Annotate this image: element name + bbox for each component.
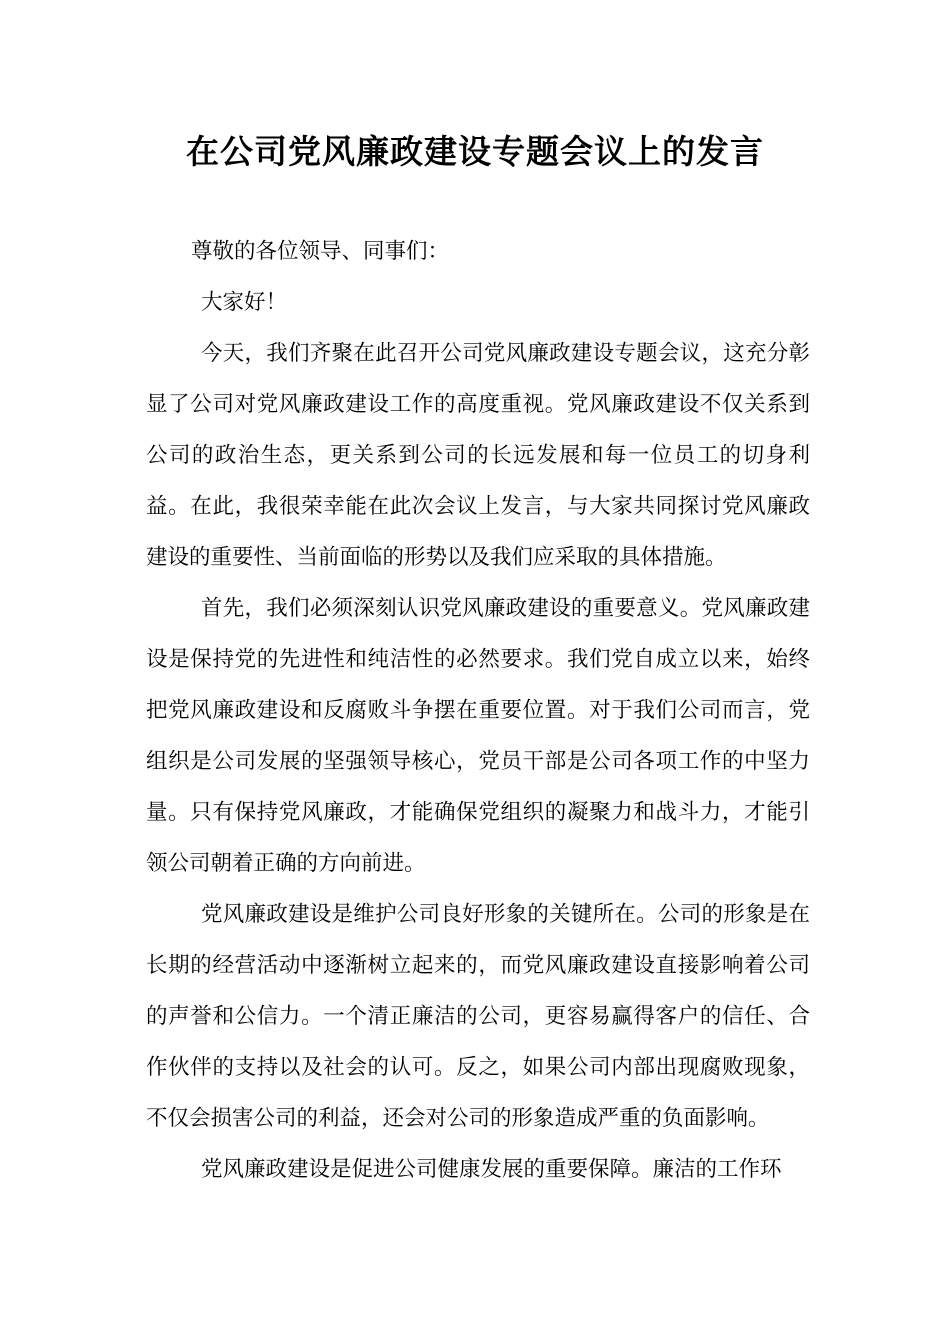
body-paragraph: 党风廉政建设是维护公司良好形象的关键所在。公司的形象是在长期的经营活动中逐渐树立起来的，而党风廉政建设直接影响着公司的声誉和公信力。一个清正廉洁的公司，更容易赢得客户的信任、合作伙伴的支持以及社会的认可。反之，如果公司内部出现腐败现象，不仅会损害公司的利益，还会对公司的形象造成严重的负面影响。 (146, 902, 810, 1131)
hello-paragraph: 大家好！ (201, 290, 288, 315)
body-paragraph: 党风廉政建设是促进公司健康发展的重要保障。廉洁的工作环 (201, 1157, 782, 1182)
document-body (146, 226, 810, 1195)
greeting-paragraph: 尊敬的各位领导、同事们： (191, 239, 450, 264)
body-paragraph: 首先，我们必须深刻认识党风廉政建设的重要意义。党风廉政建设是保持党的先进性和纯洁性的必然要求。我们党自成立以来，始终把党风廉政建设和反腐败斗争摆在重要位置。对于我们公司而言，党组织是公司发展的坚强领导核心，党员干部是公司各项工作的中坚力量。只有保持党风廉政，才能确保党组织的凝聚力和战斗力，才能引领公司朝着正确的方向前进。 (146, 596, 810, 876)
body-paragraph: 今天，我们齐聚在此召开公司党风廉政建设专题会议，这充分彰显了公司对党风廉政建设工作的高度重视。党风廉政建设不仅关系到公司的政治生态，更关系到公司的长远发展和每一位员工的切身利益。在此，我很荣幸能在此次会议上发言，与大家共同探讨党风廉政建设的重要性、当前面临的形势以及我们应采取的具体措施。 (146, 341, 810, 570)
document-title: 在公司党风廉政建设专题会议上的发言 (186, 132, 764, 171)
